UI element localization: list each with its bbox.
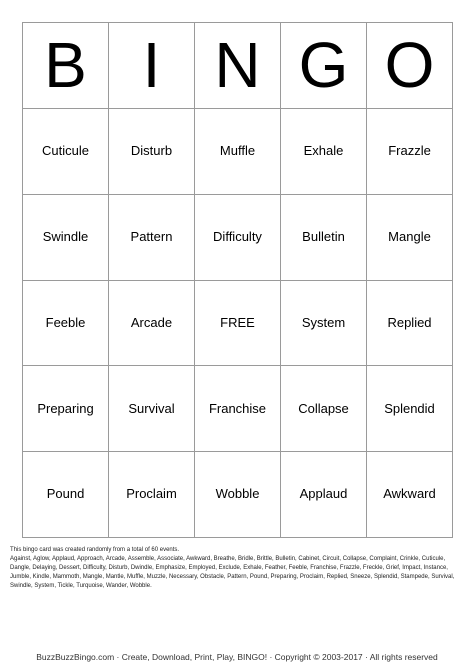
bingo-cell: Splendid bbox=[367, 366, 453, 452]
bingo-cell: Arcade bbox=[109, 281, 195, 367]
bingo-cell: Franchise bbox=[195, 366, 281, 452]
bingo-cell: Preparing bbox=[23, 366, 109, 452]
bingo-cell: Exhale bbox=[281, 109, 367, 195]
footnote-intro: This bingo card was created randomly from a total of 60 events. bbox=[10, 547, 180, 553]
bingo-cell: Pattern bbox=[109, 195, 195, 281]
bingo-cell: Muffle bbox=[195, 109, 281, 195]
bingo-cell: Cuticule bbox=[23, 109, 109, 195]
footnote-events: Against, Aglow, Applaud, Approach, Arcade, Assemble, Associate, Awkward, Breathe, Bridle, Brittle, Bulletin, Cabinet, Circuit, Collapse, Complaint, Crinkle, Cuticule, Dangle, Delaying, Dessert, Difficulty, Disturb, Dwindle, Emphasize, Employed, Exclude, Exhale, Feather, Feeble, Franchise, Frazzle, Freckle, Grief, Impact, Instance, Jumble, Kindle, Mammoth, Mangle, Mantle, Muffle, Muzzle, Necessary, Obstacle, Pattern, Pound, Preparing, Proclaim, Replied, Sneeze, Splendid, Stampede, Survival, Swindle, System, Tickle, Turquoise, Wander, Wobble. bbox=[10, 556, 455, 589]
bingo-cell: Survival bbox=[109, 366, 195, 452]
bingo-cell: System bbox=[281, 281, 367, 367]
bingo-cell: Applaud bbox=[281, 452, 367, 538]
header-letter-o: O bbox=[367, 23, 453, 109]
header-letter-g: G bbox=[281, 23, 367, 109]
bingo-cell: Wobble bbox=[195, 452, 281, 538]
header-letter-b: B bbox=[23, 23, 109, 109]
bingo-cell: Feeble bbox=[23, 281, 109, 367]
bingo-cell: Replied bbox=[367, 281, 453, 367]
bingo-cell: Bulletin bbox=[281, 195, 367, 281]
bingo-cell: Collapse bbox=[281, 366, 367, 452]
bingo-cell: Frazzle bbox=[367, 109, 453, 195]
bingo-cell: Disturb bbox=[109, 109, 195, 195]
bingo-cell: Mangle bbox=[367, 195, 453, 281]
bingo-cell: Awkward bbox=[367, 452, 453, 538]
bingo-cell: Swindle bbox=[23, 195, 109, 281]
bingo-card bbox=[22, 22, 453, 538]
event-list-note bbox=[10, 546, 464, 591]
bingo-cell: Proclaim bbox=[109, 452, 195, 538]
header-letter-i: I bbox=[109, 23, 195, 109]
site-footer: BuzzBuzzBingo.com · Create, Download, Print, Play, BINGO! · Copyright © 2003-2017 · All rights reserved bbox=[36, 652, 438, 662]
free-space-cell: FREE bbox=[195, 281, 281, 367]
bingo-cell: Pound bbox=[23, 452, 109, 538]
bingo-cell: Difficulty bbox=[195, 195, 281, 281]
header-letter-n: N bbox=[195, 23, 281, 109]
